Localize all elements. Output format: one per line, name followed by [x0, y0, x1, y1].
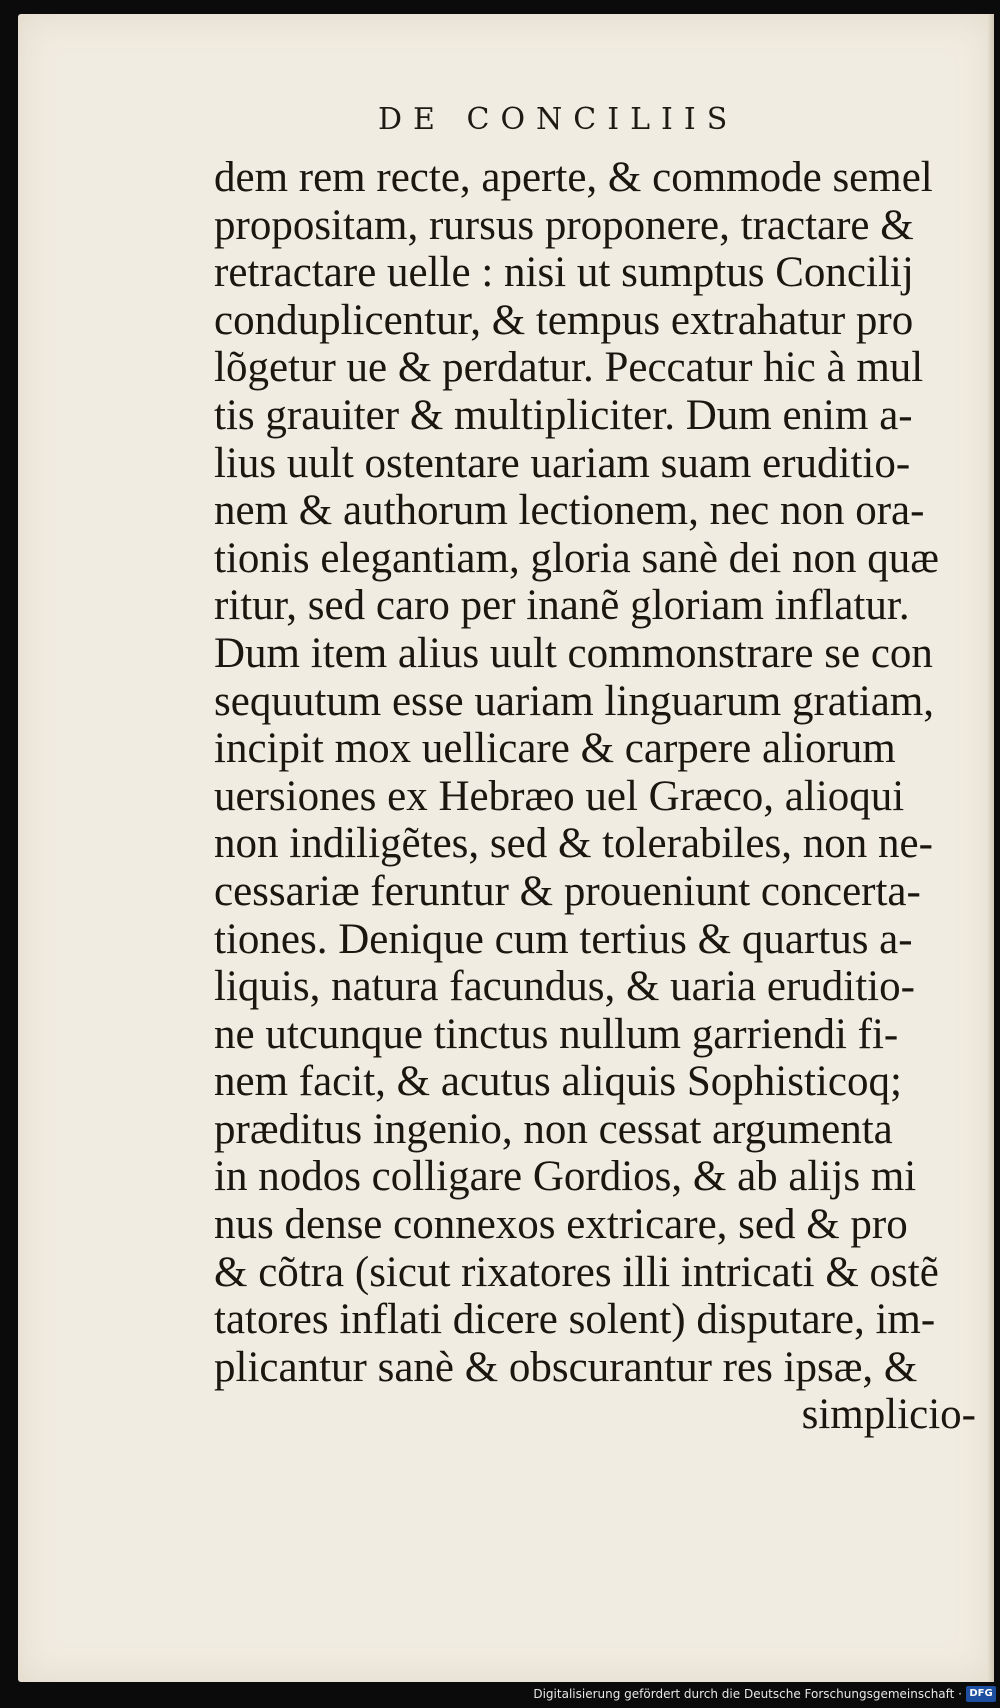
dfg-logo-icon [966, 1686, 996, 1702]
text-line: tiones. Denique cum tertius & quartus a- [214, 915, 913, 963]
body-text [214, 154, 984, 1439]
text-line: nus dense connexos extricare, sed & pro [214, 1201, 908, 1249]
text-line: tionis elegantiam, gloria sanè dei non quæ [214, 534, 939, 582]
text-line: dem rem recte, aperte, & commode semel [214, 154, 933, 201]
text-line: non indiligẽtes, sed & tolerabiles, non ne- [214, 820, 933, 868]
text-line: in nodos colligare Gordios, & ab alijs mi [214, 1153, 917, 1201]
text-line: incipit mox uellicare & carpere aliorum [214, 725, 896, 773]
text-line: retractare uelle : nisi ut sumptus Concilij [214, 249, 914, 297]
text-line: uersiones ex Hebræo uel Græco, alioqui [214, 772, 905, 820]
running-head: DE CONCILIIS [378, 102, 739, 137]
footer-bar [0, 1682, 1000, 1708]
text-line: sequutum esse uariam linguarum gratiam, [214, 677, 935, 725]
text-line: ritur, sed caro per inanẽ gloriam inflatur. [214, 582, 910, 630]
dfg-logo-text: DFG [969, 1688, 993, 1699]
text-line: Dum item alius uult commonstrare se con [214, 629, 933, 677]
text-line: lius uult ostentare uariam suam eruditio- [214, 439, 911, 487]
text-line: plicantur sanè & obscurantur res ipsæ, & [214, 1343, 918, 1391]
text-line: propositam, rursus proponere, tractare & [214, 201, 914, 249]
text-line: nem facit, & acutus aliquis Sophisticoq; [214, 1058, 902, 1106]
funding-note: Digitalisierung gefördert durch die Deutsche Forschungsgemeinschaft · [533, 1687, 962, 1701]
text-line: ne utcunque tinctus nullum garriendi fi- [214, 1010, 899, 1058]
book-page [18, 14, 994, 1682]
text-line: tatores inflati dicere solent) disputare, im- [214, 1296, 936, 1344]
text-line: nem & authorum lectionem, nec non ora- [214, 487, 925, 535]
text-line: præditus ingenio, non cessat argumenta [214, 1105, 893, 1153]
page-edge [988, 14, 994, 1682]
text-line: tis grauiter & multipliciter. Dum enim a- [214, 391, 913, 439]
catchword-line: simplicio- [801, 1391, 976, 1439]
text-line: conduplicentur, & tempus extrahatur pro [214, 296, 914, 344]
text-line: liquis, natura facundus, & uaria eruditio- [214, 963, 915, 1011]
text-line: & cõtra (sicut rixatores illi intricati & ostẽ [214, 1248, 939, 1296]
text-line: cessariæ feruntur & proueniunt concerta- [214, 867, 921, 915]
text-line: lõgetur ue & perdatur. Peccatur hic à mul [214, 344, 924, 392]
